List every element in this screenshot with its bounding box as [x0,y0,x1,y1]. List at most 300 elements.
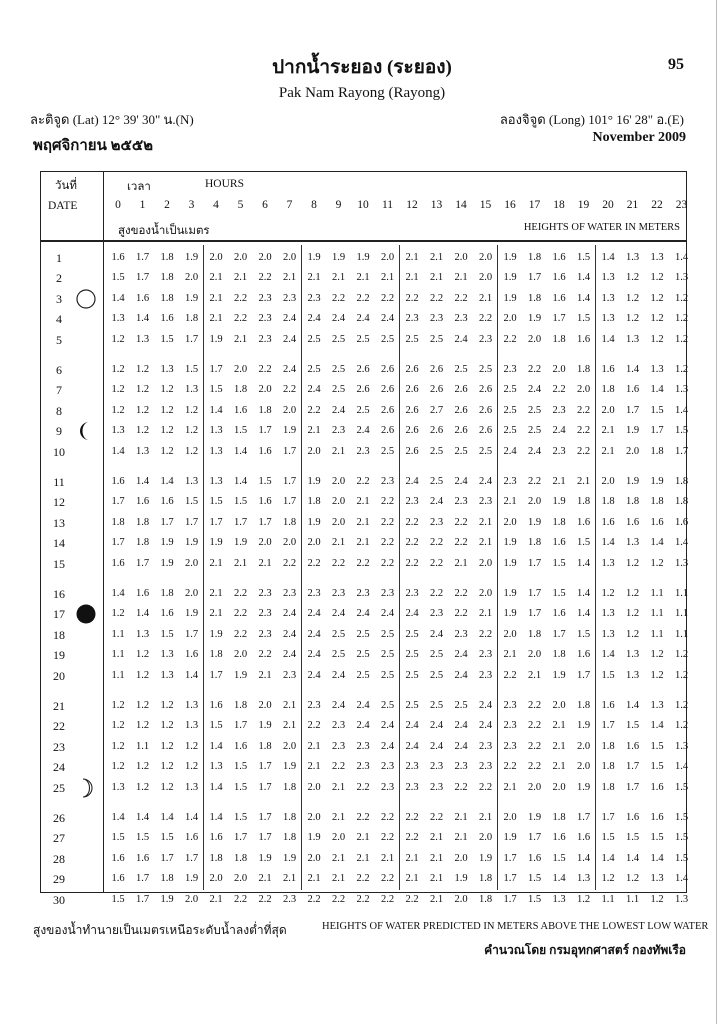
water-height-cell: 2.1 [258,873,272,885]
day-number: 21 [53,699,65,713]
water-height-cell: 2.4 [307,384,321,396]
water-height-cell: 1.6 [135,588,150,599]
water-height-cell: 1.3 [674,384,689,396]
water-height-cell: 1.2 [650,313,664,325]
water-height-cell: 2.6 [405,364,419,375]
water-height-cell: 2.4 [307,313,321,325]
water-height-cell: 2.3 [356,740,370,752]
water-height-cell: 2.1 [552,720,566,732]
water-height-cell: 2.1 [356,516,370,528]
water-height-cell: 2.1 [233,272,248,284]
water-height-cell: 2.1 [307,740,321,752]
water-height-cell: 2.3 [380,476,395,487]
water-height-cell: 2.4 [454,333,468,345]
hour-label: 15 [479,199,492,211]
water-height-cell: 2.2 [233,313,248,325]
water-height-cell: 2.4 [380,720,395,732]
water-height-cell: 2.1 [307,425,321,437]
water-height-cell: 2.1 [405,252,419,263]
water-height-cell: 1.2 [135,781,150,793]
water-height-cell: 2.4 [405,720,419,732]
day-number: 10 [53,444,65,459]
water-height-cell: 1.6 [233,404,248,416]
water-height-cell: 2.4 [282,608,297,620]
water-height-cell: 2.1 [356,852,370,864]
water-height-cell: 1.8 [233,700,248,711]
water-height-cell: 1.2 [625,873,640,885]
water-height-cell: 1.9 [160,557,174,569]
water-height-cell: 1.8 [282,781,297,793]
water-height-cell: 1.2 [625,292,640,304]
water-height-cell: 1.5 [601,832,615,844]
water-height-cell: 1.6 [209,832,223,844]
page-number: 95 [668,56,684,73]
water-height-cell: 1.7 [160,516,174,528]
water-height-cell: 2.1 [454,272,468,284]
water-height-cell: 2.4 [405,740,419,752]
water-height-cell: 2.0 [601,476,615,487]
water-height-cell: 2.2 [258,364,272,375]
water-height-cell: 1.9 [503,608,517,620]
water-height-cell: 2.0 [233,252,248,263]
water-height-cell: 1.6 [258,496,272,508]
water-height-cell: 2.1 [429,893,444,905]
water-height-cell: 1.2 [135,384,150,396]
water-height-cell: 2.5 [380,628,395,640]
water-height-cell: 2.5 [429,649,444,661]
water-height-cell: 1.5 [160,333,174,345]
water-height-cell: 2.0 [503,812,517,823]
water-height-cell: 1.2 [184,404,199,416]
water-height-cell: 2.3 [478,496,493,508]
hour-label: 11 [381,199,394,211]
water-height-cell: 1.6 [184,649,199,661]
water-height-cell: 2.3 [478,740,493,752]
water-height-cell: 1.4 [650,537,664,549]
water-height-cell: 1.7 [282,496,297,508]
water-height-cell: 1.3 [111,781,125,793]
water-height-cell: 2.0 [527,333,542,345]
water-height-cell: 1.6 [111,252,125,263]
water-height-cell: 2.4 [454,669,468,681]
water-height-cell: 1.4 [209,404,223,416]
water-height-cell: 1.2 [650,333,664,345]
water-height-cell: 1.5 [650,740,664,752]
water-height-cell: 1.2 [625,272,640,284]
water-height-cell: 2.0 [258,700,272,711]
water-height-cell: 2.5 [331,333,346,345]
water-height-cell: 1.6 [625,812,640,823]
water-height-cell: 2.6 [405,384,419,396]
water-height-cell: 2.1 [503,781,517,793]
water-height-cell: 1.2 [160,720,174,732]
water-height-cell: 1.9 [258,852,272,864]
water-height-cell: 2.3 [331,720,346,732]
water-height-cell: 2.6 [429,384,444,396]
water-height-cell: 1.4 [184,812,199,823]
hour-label: 22 [651,199,663,211]
water-height-cell: 2.3 [429,516,444,528]
water-height-cell: 2.3 [405,781,419,793]
water-height-cell: 2.5 [454,445,468,457]
water-height-cell: 2.1 [307,761,321,773]
hour-label: 21 [626,199,639,211]
water-height-cell: 2.1 [552,476,566,487]
water-height-cell: 1.7 [503,873,517,885]
water-height-cell: 1.7 [233,832,248,844]
water-height-cell: 2.5 [405,333,419,345]
water-height-cell: 2.3 [478,333,493,345]
water-height-cell: 1.6 [552,272,566,284]
water-height-cell: 2.5 [503,425,517,437]
water-height-cell: 2.6 [380,404,395,416]
water-height-cell: 2.5 [527,404,542,416]
water-height-cell: 2.6 [429,425,444,437]
water-height-cell: 2.0 [576,740,591,752]
water-height-cell: 2.2 [356,873,370,885]
water-height-cell: 2.2 [307,893,321,905]
hour-label: 17 [528,199,541,211]
water-height-cell: 1.5 [527,893,542,905]
water-height-cell: 1.3 [111,425,125,437]
water-height-cell: 2.7 [429,404,444,416]
water-height-cell: 2.5 [405,628,419,640]
water-height-cell: 1.5 [576,628,591,640]
water-height-cell: 1.7 [258,832,272,844]
month-english: November 2009 [592,130,686,145]
water-height-cell: 1.7 [111,496,125,508]
water-height-cell: 1.2 [135,404,150,416]
water-height-cell: 1.2 [160,781,174,793]
water-height-cell: 1.7 [258,516,272,528]
water-height-cell: 1.8 [576,496,591,508]
day-number: 6 [56,363,62,377]
water-height-cell: 2.2 [527,740,542,752]
water-height-cell: 1.2 [650,557,664,569]
water-height-cell: 2.6 [380,425,395,437]
day-number: 4 [56,312,62,327]
water-height-cell: 1.2 [135,761,150,773]
water-height-cell: 2.1 [405,852,419,864]
water-height-cell: 2.2 [380,292,395,304]
water-height-cell: 2.5 [527,425,542,437]
water-height-cell: 2.2 [527,761,542,773]
water-height-cell: 2.2 [233,588,248,599]
water-height-cell: 1.7 [552,628,566,640]
water-height-cell: 2.2 [258,893,272,905]
water-height-cell: 1.2 [650,292,664,304]
water-height-cell: 1.8 [282,832,297,844]
water-height-cell: 2.5 [380,669,395,681]
water-height-cell: 1.9 [233,669,248,681]
hour-label: 0 [115,199,121,211]
water-height-cell: 2.3 [258,313,272,325]
water-height-cell: 1.3 [601,292,615,304]
water-height-cell: 2.2 [478,313,493,325]
water-height-cell: 2.2 [282,557,297,569]
water-height-cell: 1.3 [135,333,150,345]
water-height-cell: 1.4 [209,812,223,823]
water-height-cell: 1.9 [625,476,640,487]
water-height-cell: 1.8 [674,476,689,487]
water-height-cell: 1.6 [111,557,125,569]
water-height-cell: 2.4 [478,476,493,487]
water-height-cell: 1.4 [625,852,640,864]
water-height-cell: 1.3 [552,893,566,905]
water-height-cell: 2.5 [429,669,444,681]
water-height-cell: 1.5 [674,812,689,823]
water-height-cell: 1.5 [552,557,566,569]
water-height-cell: 1.7 [527,608,542,620]
water-height-cell: 2.0 [331,496,346,508]
water-height-cell: 1.2 [135,425,150,437]
water-height-cell: 2.5 [356,333,370,345]
water-height-cell: 1.3 [650,873,664,885]
water-height-cell: 1.8 [601,761,615,773]
water-height-cell: 1.6 [160,496,174,508]
water-height-cell: 2.6 [405,445,419,457]
water-height-cell: 2.2 [233,292,248,304]
water-height-cell: 2.5 [503,384,517,396]
water-height-cell: 2.2 [405,537,419,549]
water-height-cell: 2.2 [454,292,468,304]
water-height-cell: 1.3 [184,384,199,396]
water-height-cell: 2.2 [331,292,346,304]
water-height-cell: 1.4 [674,537,689,549]
water-height-cell: 1.7 [160,852,174,864]
water-height-cell: 1.3 [135,445,150,457]
water-height-cell: 2.3 [405,588,419,599]
water-height-cell: 1.2 [111,364,125,375]
water-height-cell: 1.9 [209,537,223,549]
water-height-cell: 2.3 [552,445,566,457]
water-height-cell: 2.2 [503,669,517,681]
water-height-cell: 2.2 [331,761,346,773]
water-height-cell: 1.9 [331,252,346,263]
water-height-cell: 2.1 [209,893,223,905]
water-height-cell: 2.3 [478,669,493,681]
water-height-cell: 2.1 [356,832,370,844]
water-height-cell: 1.3 [625,669,640,681]
water-height-cell: 1.3 [650,252,664,263]
water-height-cell: 1.7 [258,761,272,773]
water-height-cell: 1.4 [601,649,615,661]
water-height-cell: 1.2 [625,557,640,569]
water-height-cell: 2.3 [380,761,395,773]
water-height-cell: 2.4 [282,628,297,640]
water-height-cell: 1.6 [233,740,248,752]
water-height-cell: 2.4 [331,313,346,325]
water-height-cell: 2.2 [233,628,248,640]
water-height-cell: 2.2 [552,384,566,396]
water-height-cell: 1.2 [160,384,174,396]
water-height-cell: 1.3 [209,761,223,773]
water-height-cell: 1.8 [601,781,615,793]
water-height-cell: 2.1 [331,272,346,284]
day-number: 27 [53,831,65,846]
water-height-cell: 2.6 [380,364,395,375]
water-height-cell: 2.0 [282,252,297,263]
water-height-cell: 2.2 [356,812,370,823]
water-height-cell: 1.4 [650,720,664,732]
water-height-cell: 1.4 [135,313,150,325]
water-height-cell: 1.8 [160,588,174,599]
water-height-cell: 1.6 [111,852,125,864]
water-height-cell: 1.6 [601,700,615,711]
water-height-cell: 2.1 [454,812,468,823]
water-height-cell: 2.0 [454,252,468,263]
water-height-cell: 1.3 [160,649,174,661]
water-height-cell: 1.5 [650,832,664,844]
water-height-cell: 1.6 [527,852,542,864]
water-height-cell: 1.6 [552,608,566,620]
water-height-cell: 1.4 [111,445,125,457]
water-height-cell: 2.4 [380,740,395,752]
water-height-cell: 2.5 [454,364,468,375]
water-height-cell: 1.2 [135,649,150,661]
water-height-cell: 2.3 [503,740,517,752]
water-height-cell: 1.9 [307,832,321,844]
water-height-cell: 1.2 [135,700,150,711]
hour-label: 6 [262,199,268,211]
water-height-cell: 2.5 [356,649,370,661]
water-height-cell: 1.7 [650,425,664,437]
water-height-cell: 1.2 [111,608,125,620]
hour-label: 2 [164,199,170,211]
water-height-cell: 1.1 [674,608,689,620]
day-number: 8 [56,403,62,418]
water-height-cell: 2.0 [454,852,468,864]
water-height-cell: 2.4 [405,476,419,487]
water-height-cell: 1.5 [233,496,248,508]
water-height-cell: 1.6 [650,812,664,823]
water-height-cell: 1.3 [160,364,174,375]
water-height-cell: 2.4 [552,425,566,437]
day-number: 25 [53,780,65,795]
water-height-cell: 1.9 [576,720,591,732]
water-height-cell: 2.4 [405,608,419,620]
water-height-cell: 1.9 [527,313,542,325]
footer-note-thai: สูงของน้ำทำนายเป็นเมตรเหนือระดับน้ำลงต่ำที่สุด [33,923,287,937]
day-number: 5 [56,332,62,347]
water-height-cell: 2.1 [601,425,615,437]
water-height-cell: 2.1 [307,873,321,885]
water-height-cell: 1.5 [111,832,125,844]
water-height-cell: 1.3 [184,720,199,732]
water-height-cell: 2.3 [356,588,370,599]
water-height-cell: 1.4 [601,252,615,263]
water-height-cell: 1.7 [527,832,542,844]
water-height-cell: 1.3 [209,425,223,437]
water-height-cell: 1.2 [601,588,615,599]
water-height-cell: 2.3 [282,669,297,681]
water-height-cell: 1.5 [233,425,248,437]
station-name: Pak Nam Rayong (Rayong) [278,85,446,101]
water-height-cell: 1.5 [674,832,689,844]
water-height-cell: 1.8 [160,292,174,304]
water-height-cell: 1.2 [674,313,689,325]
water-height-cell: 1.8 [601,384,615,396]
water-height-cell: 2.0 [552,781,566,793]
water-height-cell: 1.5 [209,496,223,508]
water-height-cell: 2.0 [478,557,493,569]
water-height-cell: 2.3 [454,496,468,508]
water-height-cell: 2.4 [527,384,542,396]
water-height-cell: 1.7 [258,812,272,823]
water-height-cell: 2.0 [184,272,199,284]
water-height-cell: 1.3 [674,740,689,752]
day-number: 12 [53,495,65,510]
water-height-cell: 2.1 [478,292,493,304]
water-height-cell: 1.5 [184,496,199,508]
water-height-cell: 1.4 [233,476,248,487]
water-height-cell: 2.1 [356,537,370,549]
water-height-cell: 1.6 [601,516,615,528]
water-height-cell: 2.2 [527,700,542,711]
water-height-cell: 2.0 [233,364,248,375]
longitude-label: ลองจิจูด (Long) 101° 16' 28" อ.(E) [499,112,684,127]
time-header-thai: เวลา [127,181,151,193]
water-height-cell: 1.2 [111,333,125,345]
water-height-cell: 2.4 [331,404,346,416]
water-height-cell: 2.0 [307,852,321,864]
water-height-cell: 2.6 [405,404,419,416]
water-height-cell: 1.1 [135,740,150,752]
water-height-cell: 2.1 [429,852,444,864]
water-height-cell: 1.9 [503,272,517,284]
water-height-cell: 2.5 [429,476,444,487]
water-height-cell: 2.2 [429,812,444,823]
water-height-cell: 2.5 [380,445,395,457]
water-height-cell: 1.4 [552,873,566,885]
water-height-cell: 2.1 [331,852,346,864]
water-height-cell: 2.0 [258,537,272,549]
water-height-cell: 2.5 [478,364,493,375]
water-height-cell: 2.3 [331,588,346,599]
water-height-cell: 2.3 [478,761,493,773]
water-height-cell: 2.1 [429,252,444,263]
water-height-cell: 1.8 [650,496,664,508]
water-height-cell: 2.0 [625,445,640,457]
water-height-cell: 1.7 [576,812,591,823]
water-height-cell: 1.6 [650,781,664,793]
water-height-cell: 2.4 [307,628,321,640]
water-height-cell: 2.5 [405,669,419,681]
water-height-cell: 2.2 [527,720,542,732]
water-height-cell: 2.4 [429,740,444,752]
water-height-cell: 2.3 [380,588,395,599]
water-height-cell: 1.2 [135,364,150,375]
water-height-cell: 2.1 [356,272,370,284]
water-height-cell: 1.1 [650,608,664,620]
day-number: 20 [53,668,65,683]
water-height-cell: 2.4 [331,608,346,620]
water-height-cell: 1.4 [576,557,591,569]
water-height-cell: 2.2 [405,893,419,905]
water-height-cell: 1.1 [674,588,689,599]
water-height-cell: 1.3 [601,272,615,284]
day-number: 7 [56,383,62,398]
water-height-cell: 1.5 [674,425,689,437]
water-height-cell: 1.5 [258,476,272,487]
water-height-cell: 1.9 [527,812,542,823]
water-height-cell: 1.3 [674,557,689,569]
day-number: 24 [53,760,65,775]
water-height-cell: 1.9 [527,516,542,528]
day-number: 19 [53,648,65,663]
water-height-cell: 2.1 [307,272,321,284]
water-height-cell: 2.6 [454,425,468,437]
